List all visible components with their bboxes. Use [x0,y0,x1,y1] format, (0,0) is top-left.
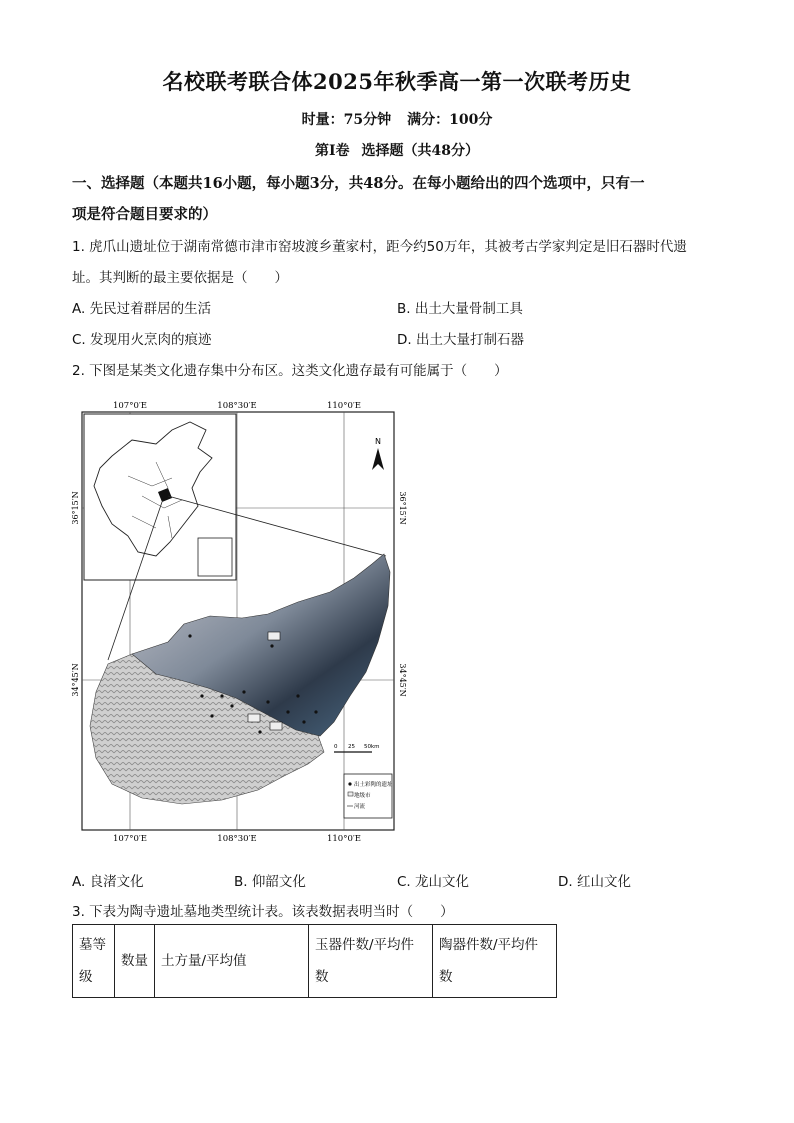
coord-label-bottom: 107°0′E [112,834,148,844]
part-label: 第Ⅰ卷 [314,143,350,159]
tomb-statistics-table [72,924,557,998]
table-header-cell: 土方量/平均值 [155,925,309,998]
question-1-option-c[interactable]: C. 发现用火烹肉的痕迹 [72,332,212,348]
scale-label: 25 [348,744,355,750]
question-2-line-1: 2. 下图是某类文化遗存集中分布区。这类文化遗存最有可能属于（ ） [72,363,508,379]
table-header-cell: 墓等级 [73,925,115,998]
city-marker [268,632,280,640]
coord-label-bottom: 110°0′E [326,834,362,844]
scale-label: 0 [334,744,338,750]
legend-item: 出土彩陶的遗址 [354,782,393,788]
question-3-line-1: 3. 下表为陶寺遗址墓地类型统计表。该表数据表明当时（ ） [72,904,454,920]
table-header-cell: 玉器件数/平均件数 [309,925,433,998]
question-1-option-d[interactable]: D. 出土大量打制石器 [397,332,524,348]
inset-south-sea [198,538,232,576]
city-marker [270,722,282,730]
question-1-option-a[interactable]: A. 先民过着群居的生活 [72,301,212,317]
coord-label-right: 34°45′N [398,663,407,697]
page-title: 名校联考联合体2025年秋季高一第一次联考历史 [162,69,632,94]
legend-item: 地级市 [354,793,371,799]
table-header-row [73,925,557,998]
question-2-option-a[interactable]: A. 良渚文化 [72,874,144,890]
question-2-option-d[interactable]: D. 红山文化 [558,874,631,890]
coord-label-top: 107°0′E [112,401,148,411]
question-1-option-b[interactable]: B. 出土大量骨制工具 [397,301,523,317]
scale-label: 50km [364,744,380,750]
section-title [0,140,794,160]
instruction-line-1: 一、选择题（本题共16小题，每小题3分，共48分。在每小题给出的四个选项中，只有一 [72,175,645,192]
coord-label-left: 34°45′N [71,663,80,697]
coord-label-top: 110°0′E [326,401,362,411]
question-1-line-1: 1. 虎爪山遗址位于湖南常德市津市窑坡渡乡董家村，距今约50万年，其被考古学家判定是旧石器时代遗 [72,239,687,255]
exam-meta [0,109,794,129]
part-name: 选择题（共48分） [361,143,480,159]
table-header-cell: 陶器件数/平均件数 [433,925,557,998]
north-label: N [375,437,381,446]
question-1-line-2: 址。其判断的最主要依据是（ ） [72,270,288,286]
instruction-line-2: 项是符合题目要求的） [72,206,217,223]
coord-label-bottom: 108°30′E [217,834,257,844]
question-2-option-b[interactable]: B. 仰韶文化 [234,874,306,890]
coord-label-right: 36°15′N [398,491,407,525]
score-label: 满分：100分 [407,112,493,128]
time-label: 时量：75分钟 [301,112,392,128]
city-marker [248,714,260,722]
coord-label-left: 36°15′N [71,491,80,525]
question-2-option-c[interactable]: C. 龙山文化 [397,874,470,890]
legend-item: 河流 [354,804,366,810]
table-header-cell: 数量 [115,925,155,998]
distribution-map [72,396,412,856]
coord-label-top: 108°30′E [217,401,257,411]
